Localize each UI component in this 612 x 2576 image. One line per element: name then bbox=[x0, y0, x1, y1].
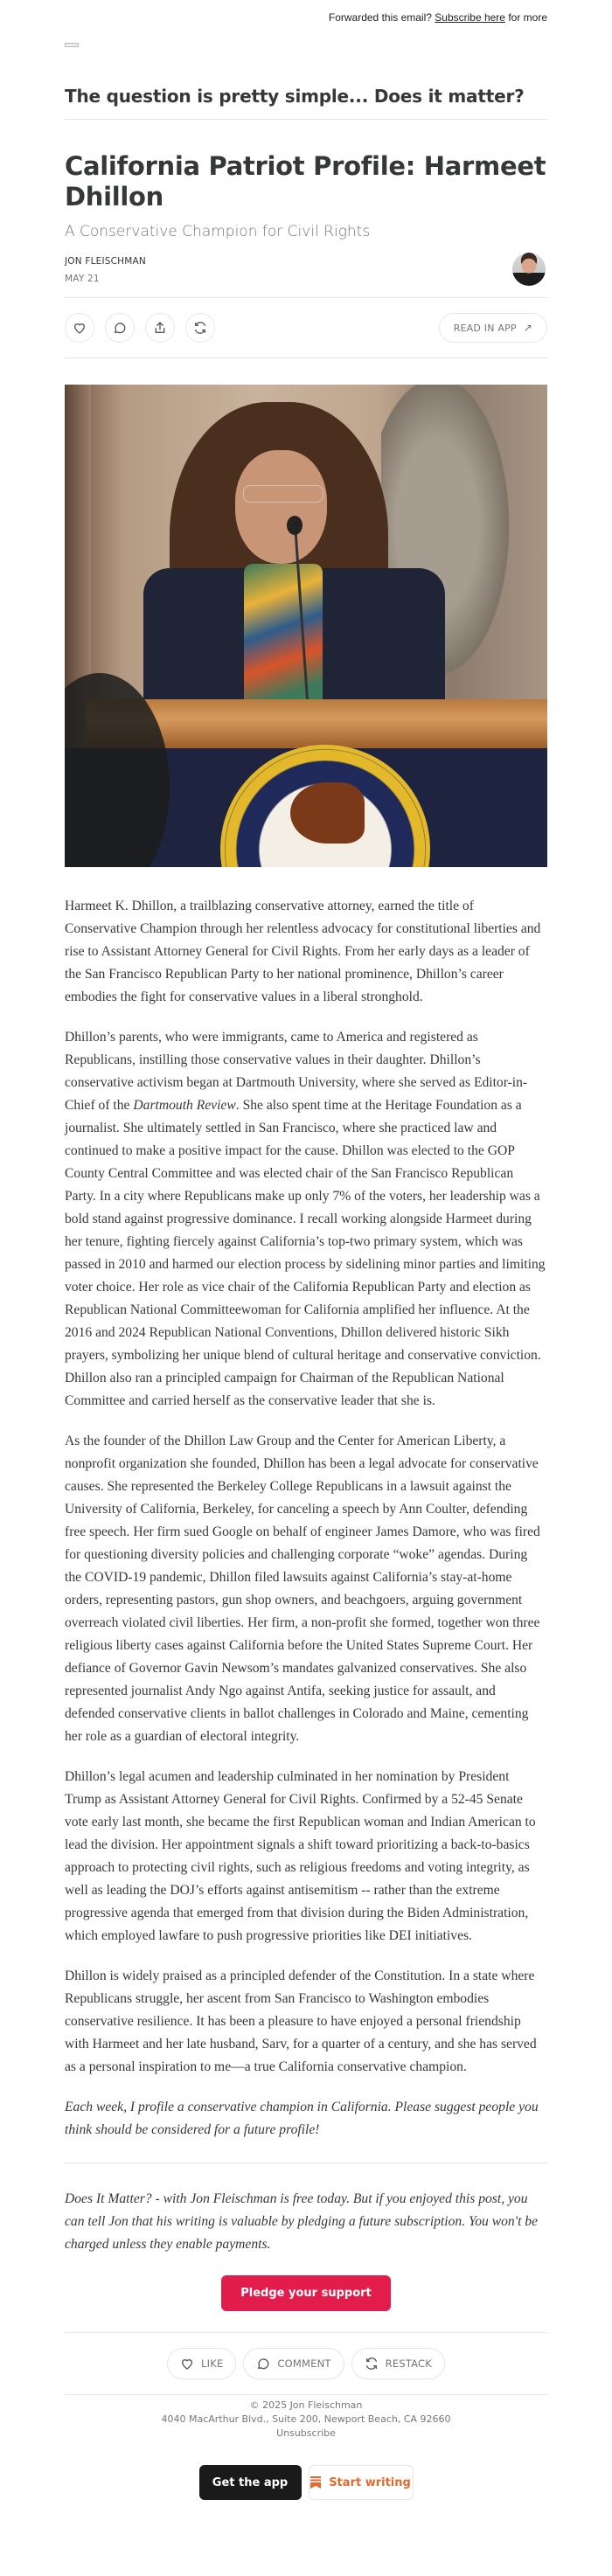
like-label: LIKE bbox=[201, 2357, 224, 2370]
author-avatar[interactable] bbox=[512, 253, 546, 286]
restack-label: RESTACK bbox=[385, 2357, 432, 2370]
image-face bbox=[235, 450, 327, 564]
unsubscribe-link[interactable]: Unsubscribe bbox=[276, 2427, 336, 2439]
app-promo bbox=[65, 2465, 547, 2500]
post-title[interactable]: California Patriot Profile: Harmeet Dhillon bbox=[65, 151, 546, 212]
footer-actions bbox=[65, 2333, 547, 2394]
substack-logo-icon bbox=[310, 2476, 321, 2489]
post-subtitle: A Conservative Champion for Civil Rights bbox=[65, 223, 371, 240]
newsletter-title[interactable]: The question is pretty simple... Does it matter? bbox=[65, 86, 525, 107]
pledge-note: Does It Matter? - with Jon Fleischman is free today. But if you enjoyed this post, you can tell Jon that his writing is valuable by pledging a future subscription. You won't be charged unless they enable payments. bbox=[65, 2191, 539, 2252]
copyright-text: © 2025 Jon Fleischman bbox=[249, 2399, 363, 2411]
comment-label: COMMENT bbox=[277, 2357, 331, 2370]
image-microphone bbox=[287, 516, 303, 535]
read-in-app-label: READ IN APP bbox=[453, 322, 517, 334]
share-icon bbox=[153, 321, 167, 335]
paragraph-text: . She also spent time at the Heritage Foundation as a journalist. She ultimately settled in San Francisco, where she practiced law and continued to make a positive impact for the cause. Dhillon was elected to the GOP County Central Committee and was elected chair of the San Francisco Republican Party. In a city where Republicans make up only 7% of the voters, her leadership was a bold stand against progressive dominance. I recall working alongside Harmeet during her tenure, fighting fiercely against California’s top-two primary system, which was passed in 2010 and harmed our election process by sidelining minor parties and limiting voter choice. Her role as vice chair of the California Republican Party and election as Republican National Committeewoman for California amplified her influence. At the 2016 and 2024 Republican National Conventions, Dhillon delivered historic Sikh prayers, symbolizing her unique blend of cultural heritage and conservative conviction. Dhillon also ran a principled campaign for Chairman of the Republican National Committee and carried herself as the conservative leader that she is. bbox=[65, 1098, 546, 1408]
restack-icon bbox=[365, 2357, 379, 2371]
divider bbox=[65, 119, 547, 120]
closing-note: Each week, I profile a conservative champion in California. Please suggest people you think should be considered for a future profile! bbox=[65, 2100, 539, 2137]
divider bbox=[65, 2394, 547, 2395]
heart-icon bbox=[73, 321, 87, 335]
paragraph: Dhillon is widely praised as a principled defender of the Constitution. In a state where Republicans struggle, her ascent from San Francisco to Washington embodies conservative resilience. It has been a pleasure to have enjoyed a personal friendship with Harmeet and her late husband, Sarv, for a quarter of a century, and she has served as a personal inspiration to me—a true California conservative champion. bbox=[65, 1968, 537, 2074]
email-container bbox=[65, 0, 547, 2500]
hero-image[interactable] bbox=[65, 385, 547, 867]
forwarded-suffix: for more bbox=[504, 11, 547, 24]
paragraph: Dhillon’s legal acumen and leadership culminated in her nomination by President Trump as Assistant Attorney General for Civil Rights. Confirmed by a 52-45 Senate vote early last month, she became the first Republican woman and Indian American to lead the division. Her appointment signals a shift toward prioritizing a back-to-basics approach to protecting civil rights, such as religious freedoms and voting integrity, as well as leading the DOJ’s efforts against antisemitism -- rather than the extreme progressive agenda that emerged from that division during the Biden Administration, which employed lawfare to push progressive priorities like DEI initiatives. bbox=[65, 1769, 536, 1943]
comment-button[interactable] bbox=[105, 313, 135, 343]
external-arrow-icon: ↗ bbox=[523, 322, 532, 334]
comment-icon bbox=[256, 2357, 270, 2371]
post-date: MAY 21 bbox=[65, 274, 100, 284]
address-text: 4040 MacArthur Blvd., Suite 200, Newport Beach, CA 92660 bbox=[161, 2413, 451, 2425]
paragraph bbox=[65, 1026, 547, 1413]
footer-like-button[interactable] bbox=[167, 2348, 236, 2379]
restack-icon bbox=[193, 321, 207, 335]
footer-comment-button[interactable] bbox=[243, 2348, 344, 2379]
restack-button[interactable] bbox=[185, 313, 215, 343]
subscribe-link[interactable]: Subscribe here bbox=[435, 11, 505, 24]
pledge-container bbox=[65, 2275, 547, 2311]
post-actions bbox=[65, 298, 547, 358]
read-in-app-button[interactable] bbox=[439, 313, 547, 343]
publication-name: Dartmouth Review bbox=[133, 1098, 236, 1113]
get-app-button[interactable]: Get the app bbox=[199, 2465, 302, 2500]
publication-logo[interactable] bbox=[65, 43, 79, 47]
seal-eagle bbox=[290, 782, 365, 844]
footer-info bbox=[65, 2399, 547, 2441]
pledge-support-button[interactable]: Pledge your support bbox=[221, 2275, 391, 2311]
start-writing-label: Start writing bbox=[329, 2475, 411, 2489]
like-button[interactable] bbox=[65, 313, 94, 343]
footer-restack-button[interactable] bbox=[351, 2348, 445, 2379]
paragraph: Harmeet K. Dhillon, a trailblazing conservative attorney, earned the title of Conservative Champion through her relentless advocacy for constitutional liberties and rise to Assistant Attorney General for Civil Rights. From her early days as a leader of the San Francisco Republican Party to her national prominence, Dhillon’s career embodies the fight for conservative values in a liberal stronghold. bbox=[65, 899, 541, 1004]
start-writing-button[interactable] bbox=[309, 2465, 414, 2500]
article-body bbox=[65, 895, 547, 2142]
share-button[interactable] bbox=[145, 313, 175, 343]
post-meta bbox=[65, 256, 547, 291]
forwarded-prefix: Forwarded this email? bbox=[328, 11, 435, 24]
image-scarf bbox=[244, 564, 323, 708]
paragraph-text: Dhillon’s parents, who were immigrants, came to America and registered as Republicans, instilling those conservative values in their daughter. Dhillon’s conservative activism began at Dartmouth University, where she served as Editor-in-Chief of the bbox=[65, 1030, 528, 1113]
comment-icon bbox=[113, 321, 127, 335]
forwarded-notice bbox=[65, 0, 547, 24]
image-glasses bbox=[243, 485, 323, 503]
author-name[interactable]: JON FLEISCHMAN bbox=[65, 256, 146, 267]
paragraph: As the founder of the Dhillon Law Group and the Center for American Liberty, a nonprofit organization she founded, Dhillon has been a legal advocate for conservative causes. She represented the Berkeley College Republicans in a lawsuit against the University of California, Berkeley, for canceling a speech by Ann Coulter, defending free speech. Her firm sued Google on behalf of engineer James Damore, who was fired for questioning diversity policies and challenging corporate “woke” agendas. During the COVID-19 pandemic, Dhillon filed lawsuits against California’s stay-at-home orders, representing pastors, gun shop owners, and beachgoers, arguing government overreach violated civil liberties. Her firm, a non-profit she formed, together won three religious liberty cases against California before the United States Supreme Court. Her defiance of Governor Gavin Newsom’s mandates galvanized conservatives. She also represented journalist Andy Ngo against Antifa, seeking justice for assault, and defended conservative clients in ballot challenges in Colorado and Maine, cementing her role as a guardian of electoral integrity. bbox=[65, 1434, 540, 1744]
heart-icon bbox=[180, 2357, 194, 2371]
